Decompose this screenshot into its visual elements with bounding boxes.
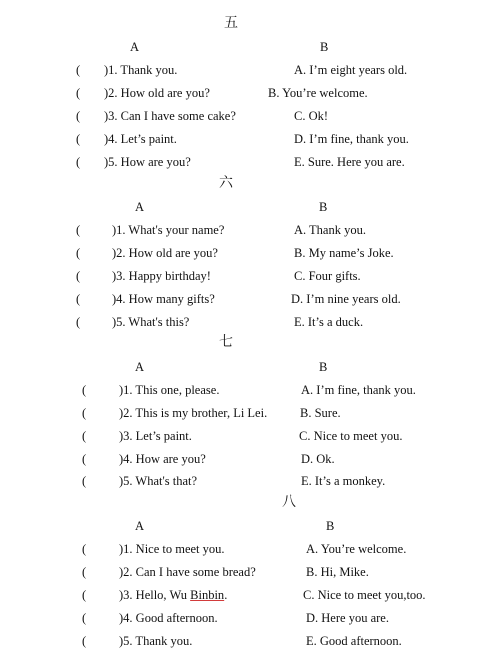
column-b-label: B bbox=[319, 360, 328, 374]
answer-blank: ( bbox=[82, 406, 87, 420]
section-heading-5: 五 bbox=[224, 16, 238, 31]
question-item: )1. Thank you. bbox=[104, 63, 178, 77]
question-item: )3. Let’s paint. bbox=[119, 429, 192, 443]
column-a-label: A bbox=[135, 519, 145, 533]
question-item: )3. Happy birthday! bbox=[112, 269, 211, 283]
answer-option: B. You’re welcome. bbox=[268, 86, 368, 100]
column-a-label: A bbox=[135, 200, 145, 214]
question-item: )1. This one, please. bbox=[119, 383, 220, 397]
answer-option: E. It’s a duck. bbox=[294, 315, 364, 329]
answer-option: A. I’m fine, thank you. bbox=[301, 383, 416, 397]
answer-blank: ( bbox=[82, 588, 87, 602]
answer-blank: ( bbox=[76, 269, 81, 283]
answer-option: E. Good afternoon. bbox=[306, 634, 402, 648]
question-item: )4. Good afternoon. bbox=[119, 611, 218, 625]
question-item: )3. Can I have some cake? bbox=[104, 109, 236, 123]
column-b-label: B bbox=[320, 40, 329, 54]
column-a-label: A bbox=[135, 360, 145, 374]
answer-option: C. Ok! bbox=[294, 109, 329, 123]
answer-blank: ( bbox=[82, 452, 87, 466]
answer-blank: ( bbox=[82, 383, 87, 397]
question-item: )4. How are you? bbox=[119, 452, 206, 466]
section-heading-7: 七 bbox=[219, 335, 233, 350]
answer-option: E. It’s a monkey. bbox=[301, 474, 386, 488]
answer-option: C. Four gifts. bbox=[294, 269, 361, 283]
question-item: )5. How are you? bbox=[104, 155, 191, 169]
answer-option: A. You’re welcome. bbox=[306, 542, 407, 556]
answer-option: D. Here you are. bbox=[306, 611, 389, 625]
question-item: )5. What's that? bbox=[119, 474, 198, 488]
answer-blank: ( bbox=[82, 634, 87, 648]
answer-blank: ( bbox=[82, 565, 87, 579]
question-item: )4. Let’s paint. bbox=[104, 132, 177, 146]
answer-blank: ( bbox=[82, 542, 87, 556]
answer-blank: ( bbox=[76, 155, 81, 169]
answer-blank: ( bbox=[76, 132, 81, 146]
column-a-label: A bbox=[130, 40, 140, 54]
answer-blank: ( bbox=[76, 246, 81, 260]
answer-blank: ( bbox=[76, 109, 81, 123]
answer-blank: ( bbox=[76, 223, 81, 237]
answer-option: A. Thank you. bbox=[294, 223, 366, 237]
answer-option: D. I’m nine years old. bbox=[291, 292, 401, 306]
answer-option: D. Ok. bbox=[301, 452, 335, 466]
question-item: )2. This is my brother, Li Lei. bbox=[119, 406, 268, 420]
answer-option: D. I’m fine, thank you. bbox=[294, 132, 409, 146]
answer-blank: ( bbox=[82, 429, 87, 443]
answer-blank: ( bbox=[76, 63, 81, 77]
answer-option: B. My name’s Joke. bbox=[294, 246, 394, 260]
question-item: )5. Thank you. bbox=[119, 634, 193, 648]
question-item: )1. What's your name? bbox=[112, 223, 225, 237]
question-item: )4. How many gifts? bbox=[112, 292, 215, 306]
answer-blank: ( bbox=[76, 86, 81, 100]
answer-option: C. Nice to meet you. bbox=[299, 429, 403, 443]
question-text: )3. Hello, Wu bbox=[119, 588, 191, 602]
question-item bbox=[119, 588, 227, 602]
answer-blank: ( bbox=[82, 611, 87, 625]
answer-option: B. Hi, Mike. bbox=[306, 565, 369, 579]
answer-blank: ( bbox=[76, 292, 81, 306]
column-b-label: B bbox=[326, 519, 335, 533]
answer-option: C. Nice to meet you,too. bbox=[303, 588, 426, 602]
question-item: )5. What's this? bbox=[112, 315, 190, 329]
question-text-end: . bbox=[224, 588, 228, 602]
answer-option: A. I’m eight years old. bbox=[294, 63, 408, 77]
answer-option: B. Sure. bbox=[300, 406, 341, 420]
question-item: )2. How old are you? bbox=[104, 86, 210, 100]
question-item: )2. Can I have some bread? bbox=[119, 565, 256, 579]
question-item: )1. Nice to meet you. bbox=[119, 542, 225, 556]
underlined-name: Binbin bbox=[190, 588, 225, 602]
section-heading-6: 六 bbox=[219, 176, 233, 191]
answer-option: E. Sure. Here you are. bbox=[294, 155, 405, 169]
section-heading-8: 八 bbox=[282, 495, 296, 510]
answer-blank: ( bbox=[76, 315, 81, 329]
answer-blank: ( bbox=[82, 474, 87, 488]
question-item: )2. How old are you? bbox=[112, 246, 218, 260]
column-b-label: B bbox=[319, 200, 328, 214]
